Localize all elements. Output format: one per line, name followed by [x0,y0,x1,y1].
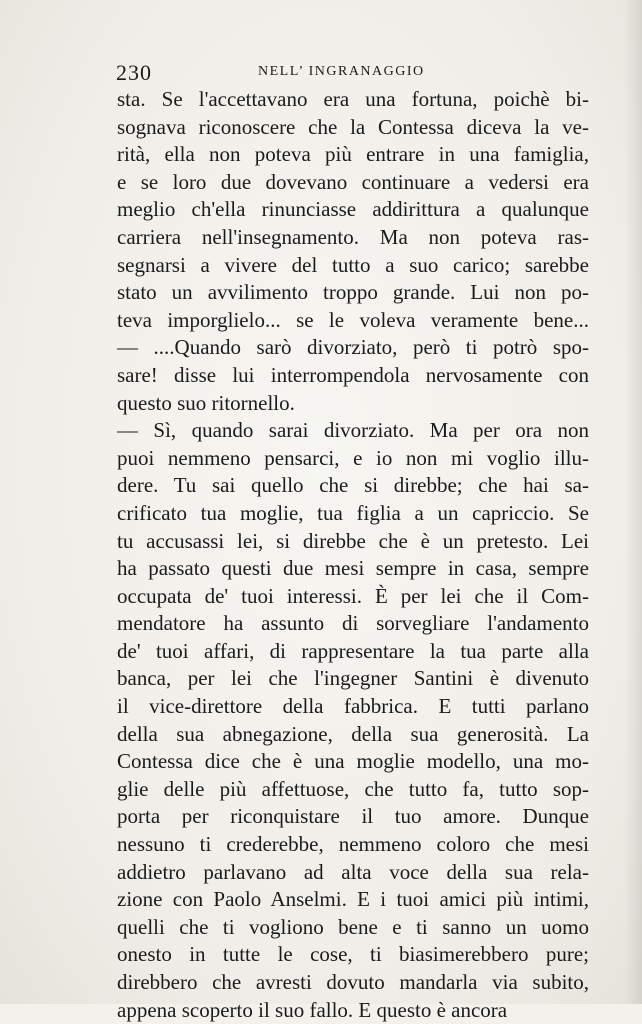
text-line: zione con Paolo Anselmi. E i tuoi amici più intimi, [117,887,589,912]
text-line: ha passato questi due mesi sempre in casa, sempre [117,556,589,581]
text-line: glie delle più affettuose, che tutto fa, tutto sop- [117,776,589,801]
text-line: nessuno ti crederebbe, nemmeno coloro che mesi [117,832,589,857]
text-line: della sua abnegazione, della sua generosità. La [117,721,589,746]
text-line: crificato tua moglie, tua figlia a un capriccio. Se [117,500,589,525]
text-line: dere. Tu sai quello che si direbbe; che hai sa- [117,473,589,498]
text-line: carriera nell'insegnamento. Ma non poteva ras- [117,224,589,249]
text-line: tu accusassi lei, si direbbe che è un pretesto. Lei [117,528,589,553]
text-line: il vice-direttore della fabbrica. E tutti parlano [117,694,589,719]
text-line: direbbero che avresti dovuto mandarla via subito, [117,970,589,994]
text-line: Contessa dice che è una moglie modello, una mo- [117,749,589,774]
text-line: puoi nemmeno pensarci, e io non mi voglio illu- [117,445,589,470]
page-edge-shadow [624,0,642,1004]
text-line: — ....Quando sarò divorziato, però ti potrò spo- [117,335,589,360]
text-line: occupata de' tuoi interessi. È per lei che il Com- [117,583,589,608]
text-line: porta per riconquistare il tuo amore. Dunque [117,804,589,829]
text-line: sta. Se l'accettavano era una fortuna, poichè bi- [117,87,589,111]
text-line: questo suo ritornello. [117,390,295,415]
text-line: quelli che ti vogliono bene e ti sanno un uomo [117,914,589,939]
running-title: NELL’ INGRANAGGIO [258,64,425,79]
text-line: addietro parlavano ad alta voce della sua rela- [117,859,589,884]
text-line: mendatore ha assunto di sorvegliare l'andamento [117,611,589,636]
text-line: banca, per lei che l'ingegner Santini è divenuto [117,666,589,691]
text-line: onesto in tutte le cose, ti biasimerebbero pure; [117,942,589,967]
text-line: rità, ella non poteva più entrare in una famiglia, [117,142,589,167]
text-line: stato un avvilimento troppo grande. Lui non po- [117,280,589,305]
text-line: sare! disse lui interrompendola nervosamente con [117,362,589,387]
text-line: de' tuoi affari, di rappresentare la tua parte alla [117,638,589,663]
text-line: sognava riconoscere che la Contessa diceva la ve- [117,114,589,139]
text-line: segnarsi a vivere del tutto a suo carico; sarebbe [117,252,589,277]
text-line: — Sì, quando sarai divorziato. Ma per ora non [117,418,589,443]
page-header [116,60,592,86]
text-line: meglio ch'ella rinunciasse addirittura a qualunque [117,197,589,222]
body-text [117,86,589,1024]
text-line: appena scoperto il suo fallo. E questo è ancora [117,997,508,1022]
text-line: teva imporglielo... se le voleva veramente bene... [117,307,589,332]
text-line: e se loro due dovevano continuare a vedersi era [117,169,589,194]
page-number: 230 [116,60,152,85]
